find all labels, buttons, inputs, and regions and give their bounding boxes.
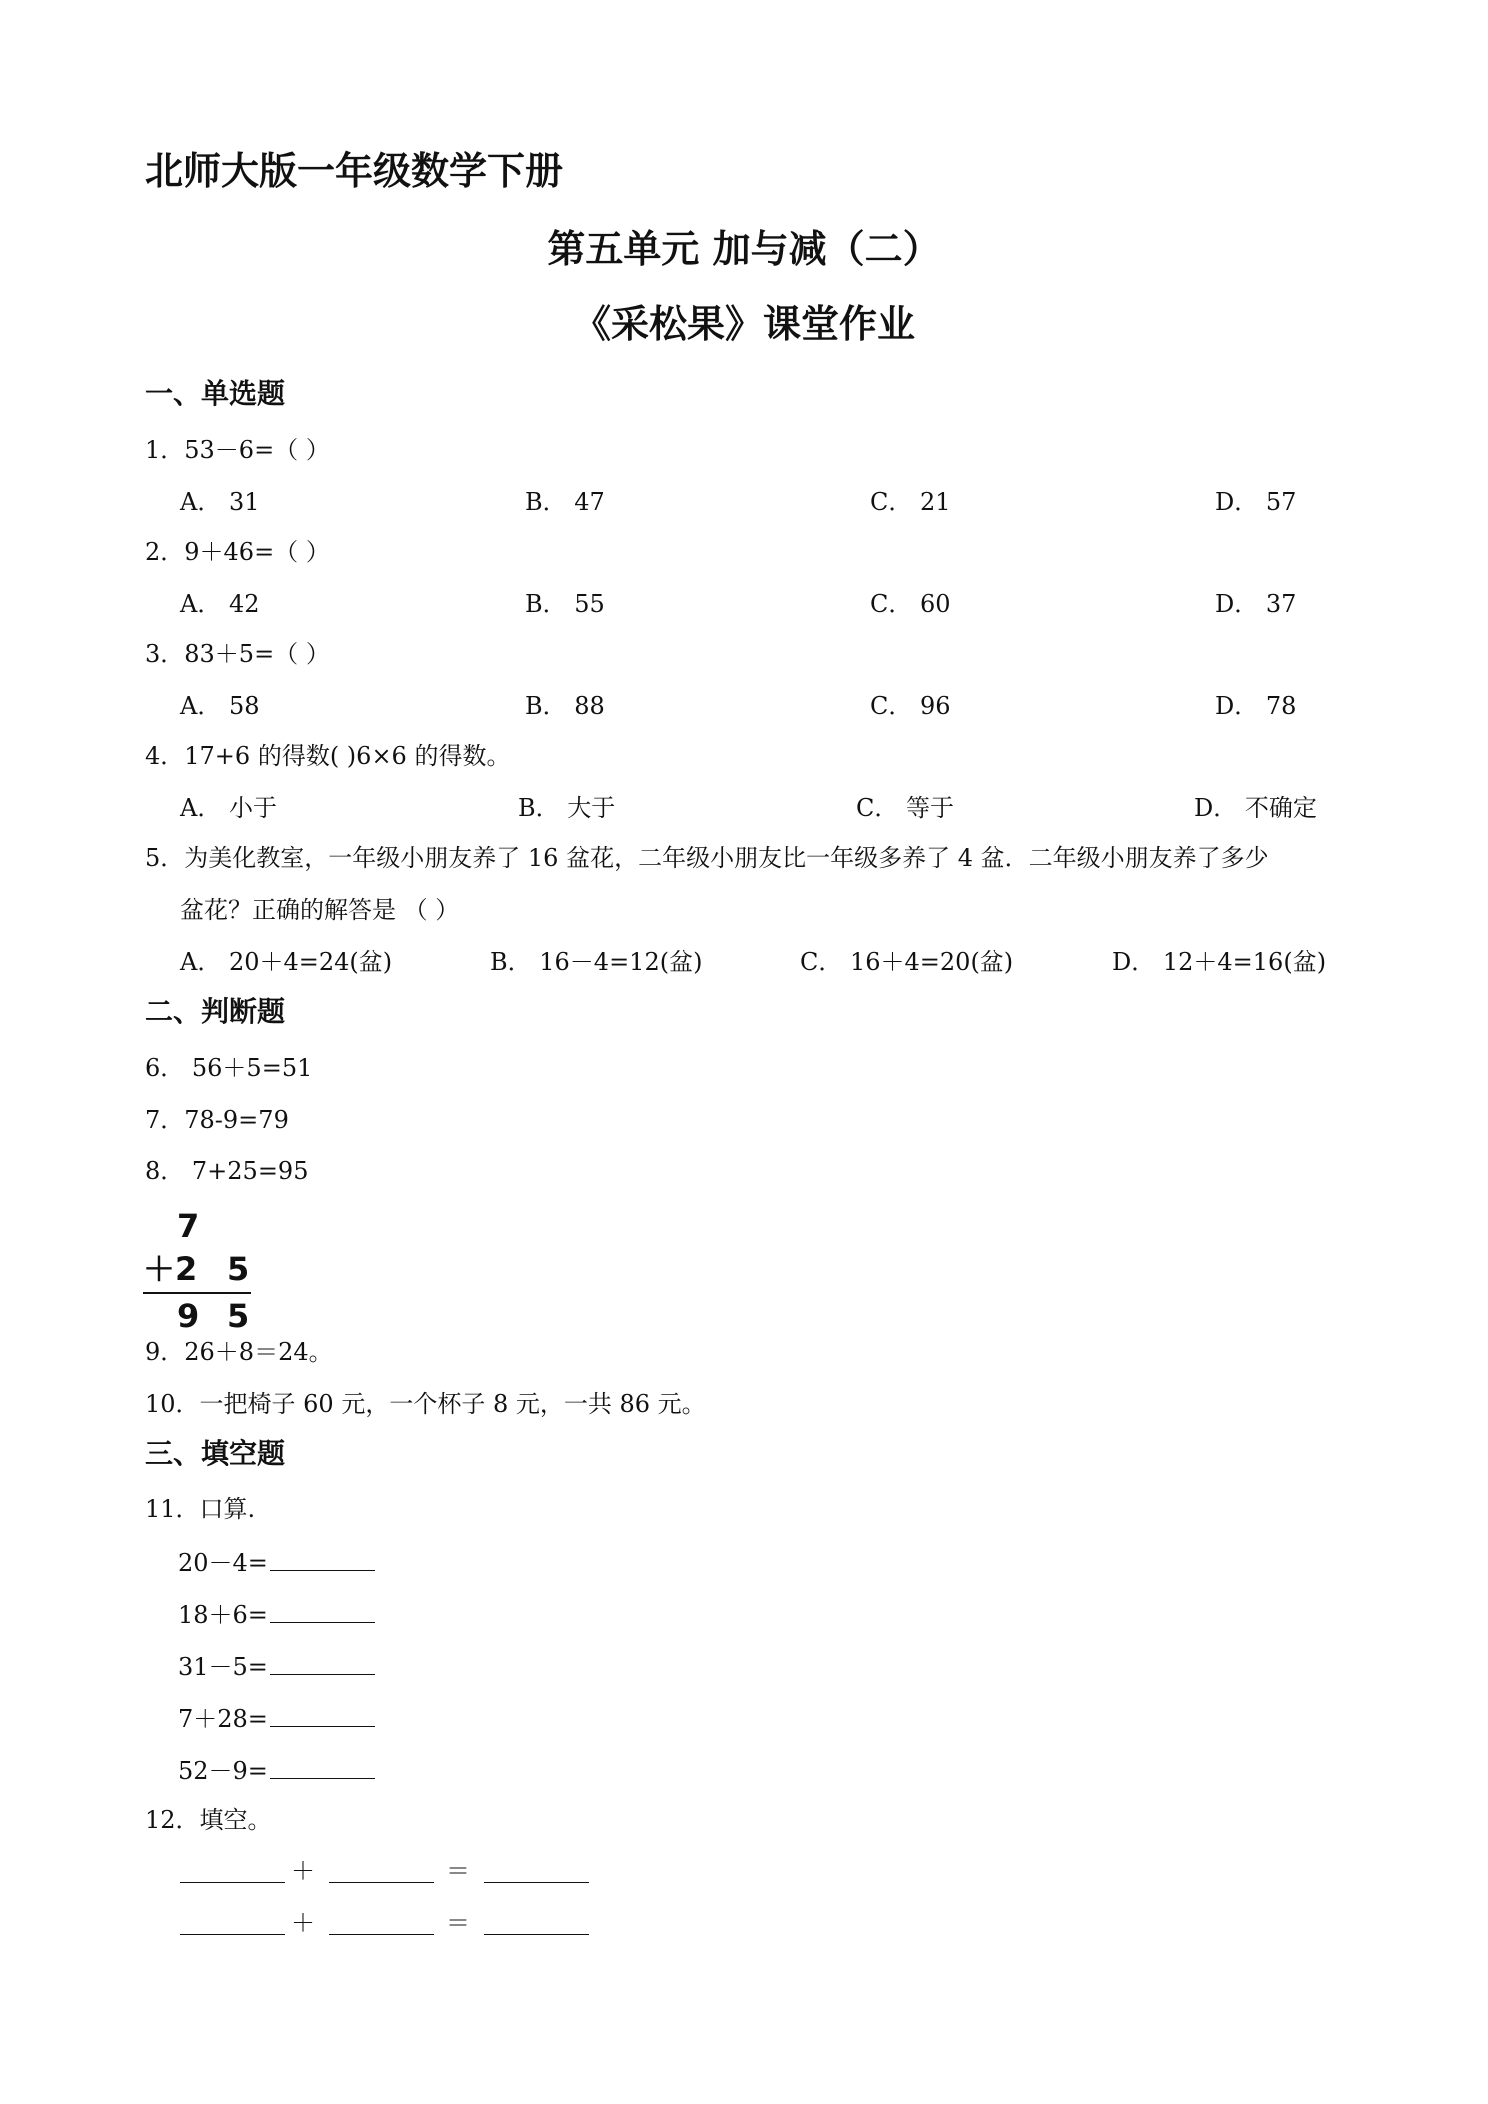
q3-option-a: A． 58: [180, 692, 260, 720]
vertical-row3-b: 5: [227, 1297, 250, 1335]
q11-item-3: 31－5=: [178, 1652, 375, 1679]
equals-sign: ＝: [446, 1909, 470, 1937]
q2-option-c: C． 60: [870, 590, 951, 618]
plus-sign: ＋: [291, 1909, 315, 1937]
answer-blank[interactable]: [180, 1858, 285, 1883]
q12-row-2: [180, 1910, 589, 1935]
question-5-line2: 盆花？正确的解答是 （ ）: [180, 896, 460, 924]
q2-option-a: A． 42: [180, 590, 260, 618]
answer-blank[interactable]: [270, 1548, 375, 1571]
answer-blank[interactable]: [484, 1858, 589, 1883]
question-9: 9．26＋8＝24。: [145, 1338, 333, 1366]
question-7: 7．78-9=79: [145, 1106, 289, 1134]
vertical-row2-digit: 5: [227, 1250, 250, 1288]
q11-item-4: 7＋28=: [178, 1704, 375, 1731]
q12-row-1: [180, 1858, 589, 1883]
q4-option-a: A． 小于: [180, 794, 277, 822]
q1-option-a: A． 31: [180, 488, 260, 516]
q4-option-b: B． 大于: [518, 794, 616, 822]
vertical-sum-line: [143, 1292, 251, 1294]
q3-option-d: D． 78: [1215, 692, 1297, 720]
vertical-row3-a: 9: [177, 1297, 200, 1335]
q2-option-b: B． 55: [525, 590, 605, 618]
q11-item-1: 20－4=: [178, 1548, 375, 1575]
answer-blank[interactable]: [180, 1910, 285, 1935]
question-2: 2．9＋46=（ ）: [145, 538, 330, 566]
vertical-row1: 7: [177, 1207, 200, 1245]
q8-vertical-addition: [143, 1207, 253, 1340]
answer-blank[interactable]: [270, 1652, 375, 1675]
question-6: 6． 56＋5=51: [145, 1054, 313, 1082]
question-5-line1: 5．为美化教室，一年级小朋友养了 16 盆花，二年级小朋友比一年级多养了 4 盆．二年级小朋友养了多少: [145, 844, 1269, 872]
question-4: 4．17+6 的得数( )6×6 的得数。: [145, 742, 511, 770]
vertical-row2-op: ＋2: [143, 1250, 198, 1288]
q5-option-a: A． 20＋4=24(盆): [180, 948, 393, 976]
section-single-choice: 一、单选题: [145, 377, 286, 410]
q1-option-c: C． 21: [870, 488, 951, 516]
section-fill-blank: 三、填空题: [145, 1437, 286, 1470]
answer-blank[interactable]: [484, 1910, 589, 1935]
answer-blank[interactable]: [329, 1910, 434, 1935]
answer-blank[interactable]: [270, 1600, 375, 1623]
q4-option-d: D． 不确定: [1194, 794, 1317, 822]
answer-blank[interactable]: [329, 1858, 434, 1883]
q3-option-b: B． 88: [525, 692, 605, 720]
question-11: 11．口算.: [145, 1495, 256, 1523]
question-12: 12．填空。: [145, 1806, 272, 1834]
q1-option-b: B． 47: [525, 488, 605, 516]
unit-title: 第五单元 加与减（二）: [547, 227, 941, 271]
plus-sign: ＋: [291, 1857, 315, 1885]
q3-option-c: C． 96: [870, 692, 951, 720]
q2-option-d: D． 37: [1215, 590, 1297, 618]
q1-option-d: D． 57: [1215, 488, 1297, 516]
question-8: 8． 7+25=95: [145, 1157, 309, 1185]
q11-item-5: 52－9=: [178, 1756, 375, 1783]
question-10: 10．一把椅子 60 元，一个杯子 8 元，一共 86 元。: [145, 1390, 706, 1418]
q11-item-2: 18＋6=: [178, 1600, 375, 1627]
lesson-title: 《采松果》课堂作业: [572, 302, 915, 346]
q5-option-c: C． 16＋4=20(盆): [800, 948, 1014, 976]
q5-option-b: B． 16－4=12(盆): [490, 948, 703, 976]
question-3: 3．83＋5=（ ）: [145, 640, 330, 668]
answer-blank[interactable]: [270, 1756, 375, 1779]
book-title: 北师大版一年级数学下册: [145, 149, 564, 193]
q4-option-c: C． 等于: [856, 794, 954, 822]
question-1: 1．53－6=（ ）: [145, 436, 330, 464]
answer-blank[interactable]: [270, 1704, 375, 1727]
equals-sign: ＝: [446, 1857, 470, 1885]
q5-option-d: D． 12＋4=16(盆): [1112, 948, 1327, 976]
section-true-false: 二、判断题: [145, 995, 286, 1028]
